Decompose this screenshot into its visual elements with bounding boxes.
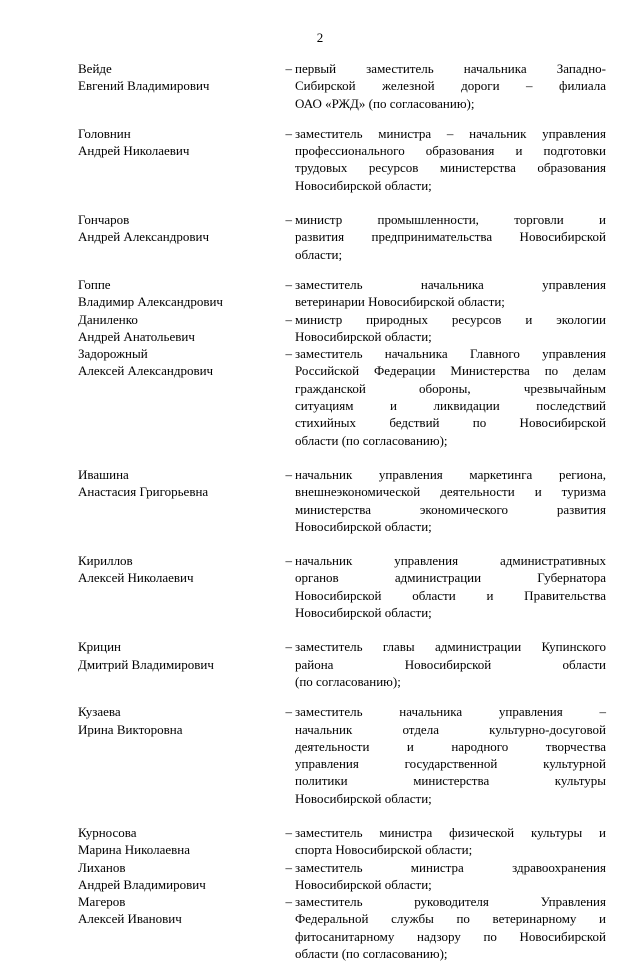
position-line: ОАО «РЖД» (по согласованию); [295,95,475,111]
position-line: внешнеэкономической деятельности и туризма [295,484,606,500]
position-line: заместитель начальника Главного управления [295,346,606,362]
position-line: трудовых ресурсов министерства образования [295,160,606,176]
member-given-names: Анастасия Григорьевна [78,484,209,500]
member-name [78,703,258,807]
member-position [295,211,606,263]
position-line: (по согласованию); [295,673,401,689]
member-surname: Лиханов [78,859,126,875]
position-line: Российской Федерации Министерства по делам [295,363,606,379]
position-line: министерства экономического развития [295,501,606,517]
member-given-names: Андрей Владимирович [78,876,206,892]
member-surname: Ивашина [78,466,129,482]
position-line: заместитель министра здравоохранения [295,859,606,875]
list-item [78,703,606,807]
member-given-names: Андрей Анатольевич [78,328,195,344]
position-line: профессионального образования и подготовки [295,143,606,159]
position-line: Сибирской железной дороги – филиала [295,78,606,94]
member-name [78,638,258,690]
member-given-names: Алексей Николаевич [78,570,194,586]
member-name [78,345,258,449]
member-surname: Кириллов [78,553,133,569]
list-item [78,345,606,449]
list-item [78,276,606,311]
dash-separator: – [285,311,292,327]
member-name [78,276,258,311]
dash-separator: – [285,639,292,655]
position-line: деятельности и народного творчества [295,738,606,754]
position-line: области (по согласованию); [295,432,448,448]
position-line: ветеринарии Новосибирской области; [295,294,505,310]
member-name [78,211,258,263]
member-name [78,824,258,859]
position-line: заместитель начальника управления [295,276,606,292]
position-line: гражданской обороны, чрезвычайным [295,380,606,396]
dash-separator: – [285,346,292,362]
dash-separator: – [285,553,292,569]
position-line: Новосибирской области; [295,177,432,193]
list-item [78,638,606,690]
member-surname: Магеров [78,894,126,910]
position-line: заместитель главы администрации Купинского [295,639,606,655]
position-line: Новосибирской области; [295,328,432,344]
dash-separator: – [285,894,292,910]
position-line: заместитель начальника управления – [295,704,606,720]
member-given-names: Евгений Владимирович [78,78,210,94]
position-line: Новосибирской области; [295,790,432,806]
list-item [78,824,606,859]
page-number: 2 [316,30,324,45]
member-position [295,893,606,962]
list-item [78,859,606,894]
position-line: заместитель министра физической культуры и [295,824,606,840]
member-name [78,311,258,346]
member-position [295,703,606,807]
dash-separator: – [285,212,292,228]
member-position [295,859,606,894]
list-item [78,466,606,535]
member-surname: Кузаева [78,704,121,720]
list-item [78,552,606,621]
member-name [78,552,258,621]
member-surname: Курносова [78,824,137,840]
member-given-names: Владимир Александрович [78,294,223,310]
position-line: спорта Новосибирской области; [295,842,473,858]
position-line: министр природных ресурсов и экологии [295,311,606,327]
dash-separator: – [285,824,292,840]
position-line: Новосибирской области и Правительства [295,587,606,603]
member-given-names: Алексей Иванович [78,911,182,927]
list-item [78,211,606,263]
member-given-names: Андрей Николаевич [78,143,190,159]
position-line: Новосибирской области; [295,518,432,534]
member-name [78,466,258,535]
member-given-names: Марина Николаевна [78,842,190,858]
member-surname: Крицин [78,639,121,655]
position-line: области (по согласованию); [295,946,448,962]
list-item [78,893,606,962]
member-position [295,552,606,621]
position-line: политики министерства культуры [295,773,606,789]
member-given-names: Андрей Александрович [78,229,209,245]
member-name [78,60,258,112]
dash-separator: – [285,276,292,292]
member-surname: Даниленко [78,311,138,327]
position-line: фитосанитарному надзору по Новосибирской [295,928,606,944]
position-line: управления государственной культурной [295,756,606,772]
dash-separator: – [285,704,292,720]
dash-separator: – [285,61,292,76]
list-item [78,60,606,112]
member-given-names: Алексей Александрович [78,363,214,379]
position-line: министр промышленности, торговли и [295,212,606,228]
position-line: Новосибирской области; [295,876,432,892]
member-name [78,859,258,894]
dash-separator: – [285,125,292,141]
position-line: развития предпринимательства Новосибирской [295,229,606,245]
position-line: области; [295,246,343,262]
member-position [295,345,606,449]
position-line: ситуациям и ликвидации последствий [295,398,606,414]
position-line: стихийных бедствий по Новосибирской [295,415,606,431]
dash-separator: – [285,466,292,482]
dash-separator: – [285,859,292,875]
position-line: заместитель руководителя Управления [295,894,606,910]
position-line: района Новосибирской области [295,656,606,672]
member-given-names: Дмитрий Владимирович [78,656,214,672]
member-position [295,125,606,194]
member-name [78,125,258,194]
member-surname: Головнин [78,125,131,141]
list-item [78,311,606,346]
member-name [78,893,258,962]
member-position [295,824,606,859]
member-given-names: Ирина Викторовна [78,721,183,737]
position-line: заместитель министра – начальник управления [295,125,606,141]
position-line: Новосибирской области; [295,605,432,621]
member-position [295,466,606,535]
member-surname: Гончаров [78,212,130,228]
member-surname: Вейде [78,61,112,76]
member-position [295,276,606,311]
member-surname: Задорожный [78,346,148,362]
position-line: органов администрации Губернатора [295,570,606,586]
list-item [78,125,606,194]
position-line: начальник управления маркетинга региона, [295,466,606,482]
member-position [295,60,606,112]
member-list [78,60,606,962]
position-line: начальник управления административных [295,553,606,569]
member-surname: Гоппе [78,276,111,292]
position-line: Федеральной службы по ветеринарному и [295,911,606,927]
position-line: начальник отдела культурно-досуговой [295,721,606,737]
member-position [295,311,606,346]
member-position [295,638,606,690]
position-line: первый заместитель начальника Западно- [295,61,606,76]
